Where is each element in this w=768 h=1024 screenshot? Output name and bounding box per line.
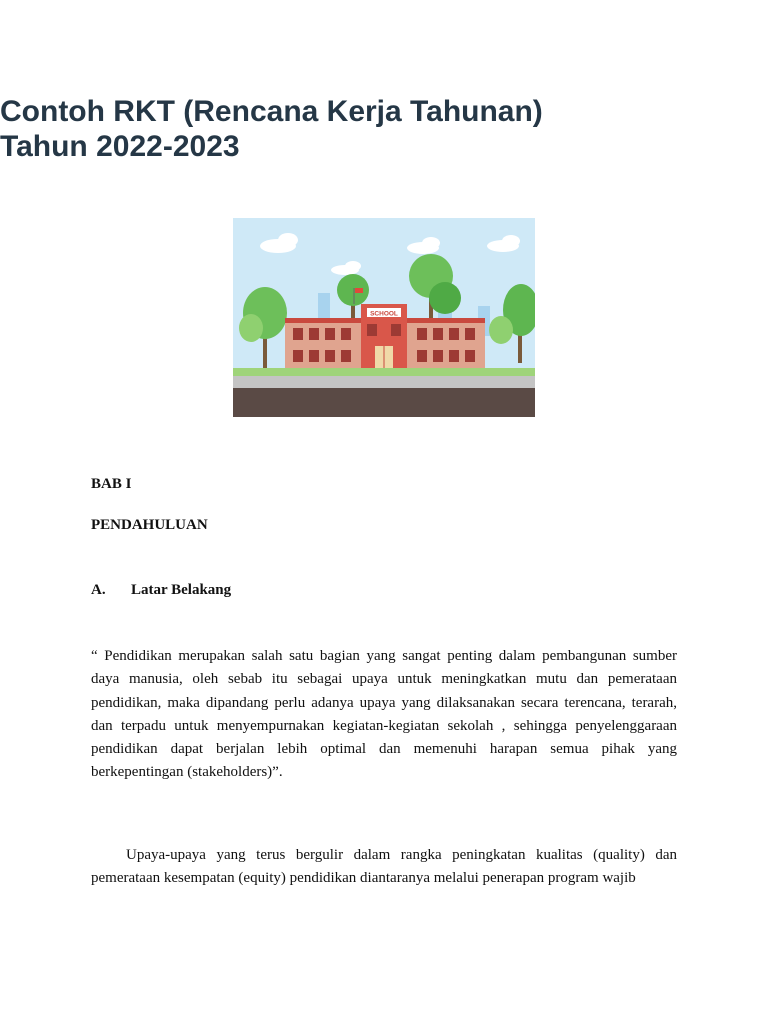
section-letter: A. [91,582,106,598]
section-title: Latar Belakang [131,582,232,598]
document-title: Contoh RKT (Rencana Kerja Tahunan) Tahun 2022-2023 [0,95,543,163]
school-illustration [233,218,535,417]
paragraph-2: Upaya-upaya yang terus bergulir dalam rangka peningkatan kualitas (quality) dan pemerataan kesempatan (equity) pendidikan diantaranya melalui penerapan program wajib [91,847,677,887]
school-sign-text: SCHOOL [370,310,398,318]
paragraph-1: “ Pendidikan merupakan salah satu bagian yang sangat penting dalam pembangunan sumber daya manusia, oleh sebab itu sebagai upaya untuk meningkatkan mutu dan pemerataan pendidikan, maka dipandang perlu adanya upaya yang dilaksanakan secara terencana, terarah, dan terpadu untuk menyempurnakan kegiatan-kegiatan sekolah , sehingga penyelenggaraan pendidikan dapat berjalan lebih optimal dan memenuhi harapan semua pihak yang berkepentingan (stakeholders)”. [91,648,677,781]
chapter-number: BAB I [91,476,132,492]
chapter-title: PENDAHULUAN [91,517,208,533]
